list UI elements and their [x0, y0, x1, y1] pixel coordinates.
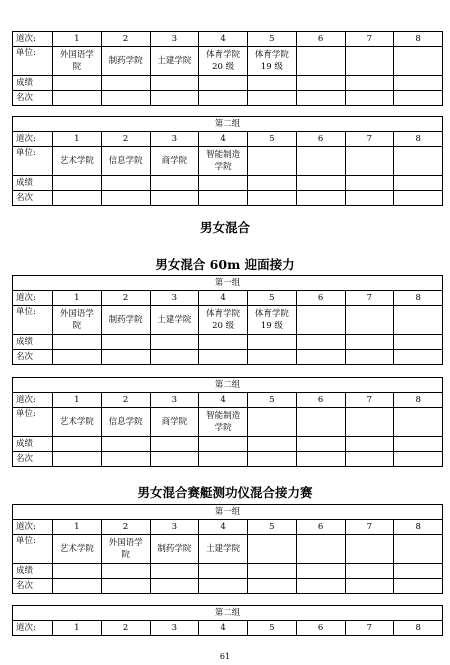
rank-label: 名次: [13, 191, 53, 206]
rank-label: 名次: [13, 579, 53, 594]
unit-cell-6: [296, 408, 345, 437]
rank-cell-2: [101, 579, 150, 594]
lane-row: [13, 393, 443, 408]
unit-cell-5: [248, 47, 297, 76]
unit-cell-7: [345, 306, 394, 335]
score-cell-2: [101, 176, 150, 191]
unit-name-line: 20 级: [212, 62, 235, 72]
unit-name-line: 艺术学院: [59, 417, 94, 427]
lane-number-2: 2: [101, 32, 150, 47]
lane-label: 道次:: [13, 32, 53, 47]
section-heading-relay60: 男女混合 60m 迎面接力: [155, 257, 295, 272]
unit-name-line: 院: [72, 62, 82, 72]
unit-cell-2: [101, 535, 150, 564]
lane-number-4: 4: [199, 132, 248, 147]
unit-name-line: 土建学院: [206, 544, 241, 554]
unit-name-line: 艺术学院: [59, 544, 94, 554]
score-cell-4: [199, 176, 248, 191]
rank-row: [13, 579, 443, 594]
lane-number-6: 6: [296, 520, 345, 535]
lane-number-1: 1: [53, 32, 102, 47]
lane-row: [13, 621, 443, 636]
unit-cell-3: [150, 147, 199, 176]
rank-cell-7: [345, 452, 394, 467]
rank-cell-4: [199, 350, 248, 365]
lane-number-4: 4: [199, 291, 248, 306]
rank-row: [13, 91, 443, 106]
unit-name-line: 体育学院: [254, 309, 289, 319]
unit-cell-7: [345, 147, 394, 176]
lane-number-8: 8: [394, 621, 443, 636]
lane-number-6: 6: [296, 393, 345, 408]
unit-name-line: 智能制造: [206, 411, 241, 421]
lane-number-7: 7: [345, 291, 394, 306]
score-cell-8: [394, 176, 443, 191]
unit-cell-8: [394, 306, 443, 335]
score-cell-6: [296, 335, 345, 350]
unit-cell-4: [199, 47, 248, 76]
rank-cell-1: [53, 91, 102, 106]
unit-cell-1: [53, 306, 102, 335]
score-cell-1: [53, 76, 102, 91]
unit-cell-1: [53, 47, 102, 76]
score-cell-2: [101, 437, 150, 452]
rank-label: 名次: [13, 91, 53, 106]
unit-cell-7: [345, 408, 394, 437]
rank-cell-8: [394, 350, 443, 365]
lane-number-5: 5: [248, 621, 297, 636]
unit-cell-5: [248, 306, 297, 335]
lane-label: 道次:: [13, 520, 53, 535]
rank-cell-3: [150, 452, 199, 467]
group-title: 第二组: [13, 378, 443, 393]
lane-number-8: 8: [394, 520, 443, 535]
unit-cell-3: [150, 306, 199, 335]
score-cell-6: [296, 437, 345, 452]
unit-name-line: 外国语学: [108, 538, 143, 548]
lane-number-8: 8: [394, 132, 443, 147]
lane-number-4: 4: [199, 621, 248, 636]
rank-row: [13, 350, 443, 365]
unit-cell-8: [394, 47, 443, 76]
unit-name-line: 艺术学院: [59, 156, 94, 166]
lane-row: [13, 520, 443, 535]
rank-cell-4: [199, 452, 248, 467]
lane-label: 道次:: [13, 393, 53, 408]
unit-cell-6: [296, 535, 345, 564]
rank-cell-8: [394, 191, 443, 206]
table-relay-group-2: [12, 377, 443, 467]
score-cell-3: [150, 335, 199, 350]
lane-number-3: 3: [150, 32, 199, 47]
unit-name-line: 土建学院: [157, 56, 192, 66]
score-cell-3: [150, 437, 199, 452]
section-heading-rowing: 男女混合赛艇测功仪混合接力赛: [137, 485, 313, 500]
unit-name-line: 智能制造: [206, 150, 241, 160]
rank-cell-5: [248, 91, 297, 106]
unit-cell-8: [394, 147, 443, 176]
rank-cell-5: [248, 191, 297, 206]
rank-cell-5: [248, 579, 297, 594]
lane-number-1: 1: [53, 520, 102, 535]
lane-number-2: 2: [101, 520, 150, 535]
unit-cell-7: [345, 535, 394, 564]
lane-label: 道次:: [13, 132, 53, 147]
score-cell-1: [53, 335, 102, 350]
lane-number-2: 2: [101, 621, 150, 636]
lane-number-6: 6: [296, 32, 345, 47]
group-title: 第一组: [13, 276, 443, 291]
unit-cell-5: [248, 147, 297, 176]
score-cell-1: [53, 564, 102, 579]
table-group-2-top: [12, 116, 443, 206]
score-label: 成绩: [13, 176, 53, 191]
unit-cell-2: [101, 408, 150, 437]
score-cell-6: [296, 76, 345, 91]
score-cell-7: [345, 335, 394, 350]
group-row: [13, 117, 443, 132]
unit-name-line: 19 级: [260, 321, 283, 331]
unit-cell-4: [199, 147, 248, 176]
unit-label: 单位:: [13, 306, 53, 335]
rank-cell-2: [101, 191, 150, 206]
lane-number-7: 7: [345, 132, 394, 147]
unit-cell-6: [296, 306, 345, 335]
unit-name-line: 土建学院: [157, 315, 192, 325]
score-cell-7: [345, 176, 394, 191]
unit-name-line: 商学院: [161, 156, 188, 166]
lane-number-4: 4: [199, 393, 248, 408]
lane-number-2: 2: [101, 291, 150, 306]
page-number: 61: [219, 652, 231, 661]
unit-cell-3: [150, 408, 199, 437]
score-label: 成绩: [13, 76, 53, 91]
unit-name-line: 外国语学: [59, 50, 94, 60]
unit-cell-1: [53, 147, 102, 176]
score-cell-3: [150, 176, 199, 191]
group-title: 第一组: [13, 505, 443, 520]
lane-number-3: 3: [150, 132, 199, 147]
unit-name-line: 信息学院: [108, 156, 143, 166]
rank-cell-5: [248, 350, 297, 365]
unit-name-line: 制药学院: [108, 56, 143, 66]
unit-cell-5: [248, 408, 297, 437]
rank-cell-6: [296, 191, 345, 206]
unit-cell-6: [296, 47, 345, 76]
lane-number-3: 3: [150, 621, 199, 636]
score-cell-2: [101, 335, 150, 350]
lane-row: [13, 291, 443, 306]
rank-cell-2: [101, 350, 150, 365]
rank-cell-5: [248, 452, 297, 467]
score-cell-1: [53, 437, 102, 452]
rank-cell-6: [296, 91, 345, 106]
score-row: [13, 335, 443, 350]
lane-number-1: 1: [53, 621, 102, 636]
unit-name-line: 商学院: [161, 417, 188, 427]
lane-number-7: 7: [345, 393, 394, 408]
lane-number-3: 3: [150, 393, 199, 408]
lane-number-5: 5: [248, 32, 297, 47]
lane-number-5: 5: [248, 520, 297, 535]
unit-name-line: 外国语学: [59, 309, 94, 319]
lane-number-5: 5: [248, 291, 297, 306]
unit-cell-4: [199, 408, 248, 437]
lane-number-1: 1: [53, 132, 102, 147]
table-relay-group-1: [12, 275, 443, 365]
unit-name-line: 学院: [214, 162, 232, 172]
score-cell-4: [199, 437, 248, 452]
score-label: 成绩: [13, 564, 53, 579]
lane-number-1: 1: [53, 393, 102, 408]
score-cell-4: [199, 76, 248, 91]
score-cell-8: [394, 76, 443, 91]
lane-row: [13, 32, 443, 47]
lane-number-6: 6: [296, 621, 345, 636]
score-cell-2: [101, 564, 150, 579]
lane-number-8: 8: [394, 291, 443, 306]
score-cell-6: [296, 564, 345, 579]
rank-cell-8: [394, 91, 443, 106]
group-row: [13, 505, 443, 520]
score-cell-2: [101, 76, 150, 91]
group-row: [13, 606, 443, 621]
score-label: 成绩: [13, 437, 53, 452]
unit-cell-5: [248, 535, 297, 564]
lane-number-1: 1: [53, 291, 102, 306]
score-cell-8: [394, 335, 443, 350]
score-row: [13, 176, 443, 191]
lane-label: 道次:: [13, 621, 53, 636]
score-cell-7: [345, 564, 394, 579]
lane-number-4: 4: [199, 520, 248, 535]
score-cell-5: [248, 176, 297, 191]
rank-cell-8: [394, 452, 443, 467]
rank-cell-1: [53, 452, 102, 467]
unit-label: 单位:: [13, 147, 53, 176]
score-label: 成绩: [13, 335, 53, 350]
lane-number-6: 6: [296, 291, 345, 306]
unit-name-line: 制药学院: [157, 544, 192, 554]
lane-number-2: 2: [101, 393, 150, 408]
unit-cell-8: [394, 535, 443, 564]
score-cell-7: [345, 76, 394, 91]
unit-cell-2: [101, 306, 150, 335]
unit-label: 单位:: [13, 535, 53, 564]
group-title: 第二组: [13, 117, 443, 132]
unit-row: [13, 147, 443, 176]
score-cell-8: [394, 564, 443, 579]
rank-cell-1: [53, 191, 102, 206]
rank-cell-7: [345, 350, 394, 365]
group-row: [13, 378, 443, 393]
rank-cell-3: [150, 350, 199, 365]
rank-cell-4: [199, 191, 248, 206]
lane-number-6: 6: [296, 132, 345, 147]
rank-cell-2: [101, 452, 150, 467]
lane-number-3: 3: [150, 291, 199, 306]
rank-cell-3: [150, 91, 199, 106]
lane-number-7: 7: [345, 520, 394, 535]
score-cell-4: [199, 335, 248, 350]
table-group-1-top: [12, 31, 443, 106]
rank-cell-8: [394, 579, 443, 594]
score-cell-5: [248, 335, 297, 350]
rank-cell-4: [199, 91, 248, 106]
lane-row: [13, 132, 443, 147]
unit-cell-6: [296, 147, 345, 176]
lane-number-7: 7: [345, 621, 394, 636]
rank-cell-2: [101, 91, 150, 106]
unit-cell-3: [150, 47, 199, 76]
rank-row: [13, 191, 443, 206]
score-cell-4: [199, 564, 248, 579]
unit-name-line: 体育学院: [206, 50, 241, 60]
unit-cell-1: [53, 408, 102, 437]
score-cell-5: [248, 76, 297, 91]
lane-number-3: 3: [150, 520, 199, 535]
unit-cell-3: [150, 535, 199, 564]
unit-name-line: 制药学院: [108, 315, 143, 325]
section-heading-mixed: 男女混合: [199, 220, 250, 235]
unit-name-line: 体育学院: [206, 309, 241, 319]
unit-name-line: 院: [121, 550, 130, 560]
unit-name-line: 信息学院: [108, 417, 143, 427]
score-cell-1: [53, 176, 102, 191]
rank-cell-6: [296, 452, 345, 467]
unit-cell-4: [199, 535, 248, 564]
unit-cell-4: [199, 306, 248, 335]
rank-cell-4: [199, 579, 248, 594]
unit-cell-8: [394, 408, 443, 437]
score-row: [13, 437, 443, 452]
lane-number-8: 8: [394, 32, 443, 47]
rank-cell-3: [150, 191, 199, 206]
rank-cell-1: [53, 350, 102, 365]
unit-row: [13, 408, 443, 437]
unit-label: 单位:: [13, 408, 53, 437]
rank-cell-6: [296, 350, 345, 365]
score-cell-7: [345, 437, 394, 452]
table-rowing-group-1: [12, 504, 443, 594]
score-cell-3: [150, 76, 199, 91]
group-title: 第二组: [13, 606, 443, 621]
rank-cell-1: [53, 579, 102, 594]
score-row: [13, 76, 443, 91]
lane-number-4: 4: [199, 32, 248, 47]
score-cell-6: [296, 176, 345, 191]
lane-number-5: 5: [248, 132, 297, 147]
unit-cell-1: [53, 535, 102, 564]
score-cell-8: [394, 437, 443, 452]
lane-number-8: 8: [394, 393, 443, 408]
rank-label: 名次: [13, 350, 53, 365]
unit-name-line: 学院: [214, 423, 232, 433]
lane-number-7: 7: [345, 32, 394, 47]
score-row: [13, 564, 443, 579]
lane-number-2: 2: [101, 132, 150, 147]
rank-label: 名次: [13, 452, 53, 467]
unit-cell-7: [345, 47, 394, 76]
rank-cell-7: [345, 191, 394, 206]
unit-cell-2: [101, 147, 150, 176]
unit-name-line: 19 级: [260, 62, 283, 72]
unit-name-line: 院: [72, 321, 82, 331]
unit-row: [13, 535, 443, 564]
table-rowing-group-2: [12, 605, 443, 636]
rank-cell-3: [150, 579, 199, 594]
rank-cell-7: [345, 91, 394, 106]
unit-name-line: 20 级: [212, 321, 235, 331]
unit-row: [13, 306, 443, 335]
group-row: [13, 276, 443, 291]
score-cell-5: [248, 437, 297, 452]
lane-label: 道次:: [13, 291, 53, 306]
unit-cell-2: [101, 47, 150, 76]
unit-label: 单位:: [13, 47, 53, 76]
unit-row: [13, 47, 443, 76]
score-cell-5: [248, 564, 297, 579]
score-cell-3: [150, 564, 199, 579]
rank-cell-6: [296, 579, 345, 594]
rank-cell-7: [345, 579, 394, 594]
unit-name-line: 体育学院: [254, 50, 289, 60]
rank-row: [13, 452, 443, 467]
lane-number-5: 5: [248, 393, 297, 408]
